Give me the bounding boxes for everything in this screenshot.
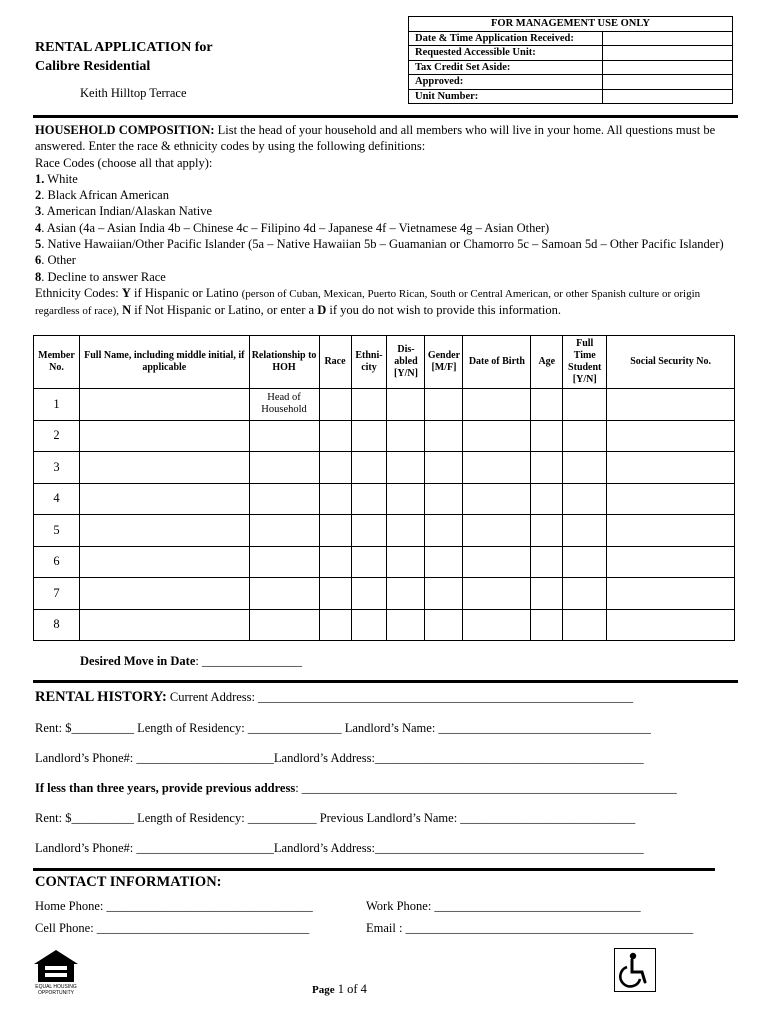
ethnicity-d: D <box>317 303 327 318</box>
page-title <box>35 38 213 76</box>
mgmt-label: Requested Accessible Unit: <box>409 46 603 61</box>
gender-cell[interactable] <box>425 389 463 421</box>
ethnicity-note: (person of Cuban, Mexican, Puerto Rican, South or Central American, or other Spanish culture or origin regardless of race), <box>35 287 701 318</box>
name-cell[interactable] <box>79 609 249 641</box>
gender-cell[interactable] <box>425 452 463 484</box>
dob-cell[interactable] <box>463 483 531 515</box>
student-cell[interactable] <box>563 420 607 452</box>
ethnicity-y: Y <box>121 285 131 300</box>
ethnicity-codes <box>35 285 735 320</box>
dob-cell[interactable] <box>463 578 531 610</box>
member-number: 4 <box>34 483 80 515</box>
landlord-line-1[interactable]: Landlord’s Phone#: ______________________Landlord’s Address:___________________________________________ <box>35 751 644 765</box>
move-in-label: Desired Move in Date <box>80 654 196 668</box>
ethnicity-cell[interactable] <box>351 546 387 578</box>
race-num: 8 <box>35 269 42 284</box>
name-cell[interactable] <box>79 515 249 547</box>
ssn-cell[interactable] <box>607 483 735 515</box>
previous-address-label: If less than three years, provide previous address <box>35 781 296 795</box>
relationship-cell[interactable] <box>249 609 319 641</box>
student-cell[interactable] <box>563 483 607 515</box>
race-num: 5 <box>35 237 42 252</box>
ssn-cell[interactable] <box>607 515 735 547</box>
table-row <box>34 609 735 641</box>
composition-intro-text: List the head of your household and all members who will live in your home. All questions must be answered. Enter the race & ethnicity codes by using the following definitions: <box>35 123 716 154</box>
name-cell[interactable] <box>79 420 249 452</box>
race-item <box>35 203 735 219</box>
rent-line-1[interactable]: Rent: $__________ Length of Residency: _______________ Landlord’s Name: __________________________________ <box>35 721 651 735</box>
race-text: . American Indian/Alaskan Native <box>41 204 213 219</box>
race-cell[interactable] <box>319 483 351 515</box>
mgmt-label: Tax Credit Set Aside: <box>409 60 603 75</box>
move-in-date[interactable] <box>80 654 302 669</box>
name-cell[interactable] <box>79 483 249 515</box>
gender-cell[interactable] <box>425 420 463 452</box>
col-member: Member No. <box>34 336 80 389</box>
gender-cell[interactable] <box>425 578 463 610</box>
gender-cell[interactable] <box>425 515 463 547</box>
dob-cell[interactable] <box>463 389 531 421</box>
mgmt-value[interactable] <box>603 46 733 61</box>
col-race: Race <box>319 336 351 389</box>
disabled-cell[interactable] <box>387 578 425 610</box>
disabled-cell[interactable] <box>387 515 425 547</box>
move-in-field[interactable]: : ________________ <box>195 654 302 668</box>
relationship-cell[interactable] <box>249 578 319 610</box>
col-ethnicity: Ethni-city <box>351 336 387 389</box>
student-cell[interactable] <box>563 389 607 421</box>
relationship-cell[interactable] <box>249 452 319 484</box>
name-cell[interactable] <box>79 578 249 610</box>
relationship-cell[interactable] <box>249 546 319 578</box>
relationship-cell[interactable] <box>249 420 319 452</box>
name-cell[interactable] <box>79 452 249 484</box>
rental-history <box>35 689 633 706</box>
page-count: 1 of 4 <box>334 982 367 996</box>
mgmt-value[interactable] <box>603 60 733 75</box>
composition-heading: HOUSEHOLD COMPOSITION: <box>35 123 215 137</box>
race-item <box>35 269 735 285</box>
race-text: . Other <box>41 253 76 268</box>
disabled-cell[interactable] <box>387 483 425 515</box>
ethnicity-mid2: if Not Hispanic or Latino, or enter a <box>131 303 318 318</box>
ethnicity-cell[interactable] <box>351 389 387 421</box>
student-cell[interactable] <box>563 515 607 547</box>
student-cell[interactable] <box>563 578 607 610</box>
col-name: Full Name, including middle initial, if applicable <box>79 336 249 389</box>
table-row <box>34 515 735 547</box>
home-phone-field[interactable]: Home Phone: _________________________________ <box>35 899 313 913</box>
age-cell[interactable] <box>531 483 563 515</box>
mgmt-label: Date & Time Application Received: <box>409 31 603 46</box>
race-cell[interactable] <box>319 452 351 484</box>
race-item <box>35 236 735 252</box>
race-num: 3 <box>35 204 42 219</box>
table-row <box>34 420 735 452</box>
member-number: 2 <box>34 420 80 452</box>
ethnicity-cell[interactable] <box>351 609 387 641</box>
relationship-cell: Head of Household <box>249 389 319 421</box>
race-text: . Asian (4a – Asian India 4b – Chinese 4c – Filipino 4d – Japanese 4f – Vietnamese 4g – Asian Other) <box>41 220 550 235</box>
race-num: 2 <box>35 188 42 203</box>
age-cell[interactable] <box>531 578 563 610</box>
landlord-line-2[interactable]: Landlord’s Phone#: ______________________Landlord’s Address:___________________________________________ <box>35 841 644 855</box>
disabled-cell[interactable] <box>387 609 425 641</box>
ssn-cell[interactable] <box>607 546 735 578</box>
ethnicity-cell[interactable] <box>351 578 387 610</box>
race-text: . Native Hawaiian/Other Pacific Islander (5a – Native Hawaiian 5b – Guamanian or Chamorro 5c – Samoan 5d – Other Pacific Islander) <box>41 237 724 252</box>
divider <box>33 115 738 118</box>
race-num: 6 <box>35 253 42 268</box>
previous-address-field[interactable]: : ____________________________________________________________ <box>295 781 677 795</box>
composition-intro <box>35 122 735 155</box>
rent-line-2[interactable]: Rent: $__________ Length of Residency: ___________ Previous Landlord’s Name: ____________________________ <box>35 811 636 825</box>
race-cell[interactable] <box>319 420 351 452</box>
mgmt-label: Unit Number: <box>409 89 603 104</box>
ethnicity-n: N <box>118 303 132 318</box>
ethnicity-mid: if Hispanic or Latino <box>130 285 242 300</box>
divider <box>33 680 738 683</box>
dob-cell[interactable] <box>463 420 531 452</box>
member-number: 6 <box>34 546 80 578</box>
race-cell[interactable] <box>319 578 351 610</box>
ssn-cell[interactable] <box>607 389 735 421</box>
age-cell[interactable] <box>531 452 563 484</box>
race-cell[interactable] <box>319 609 351 641</box>
ssn-cell[interactable] <box>607 452 735 484</box>
member-number: 3 <box>34 452 80 484</box>
table-row <box>34 452 735 484</box>
cell-phone-field[interactable]: Cell Phone: __________________________________ <box>35 921 310 935</box>
property-name: Keith Hilltop Terrace <box>80 86 187 100</box>
ethnicity-prefix: Ethnicity Codes: <box>35 285 122 300</box>
management-heading: FOR MANAGEMENT USE ONLY <box>409 17 733 32</box>
age-cell[interactable] <box>531 515 563 547</box>
race-cell[interactable] <box>319 515 351 547</box>
ssn-cell[interactable] <box>607 420 735 452</box>
race-item <box>35 187 735 203</box>
age-cell[interactable] <box>531 420 563 452</box>
name-cell[interactable] <box>79 389 249 421</box>
member-number: 7 <box>34 578 80 610</box>
table-row <box>34 546 735 578</box>
dob-cell[interactable] <box>463 609 531 641</box>
contact-heading: CONTACT INFORMATION: <box>35 874 222 890</box>
race-num: 4 <box>35 220 42 235</box>
eho-text: EQUAL HOUSING OPPORTUNITY <box>35 984 77 996</box>
work-phone-field[interactable]: Work Phone: _________________________________ <box>366 899 641 913</box>
table-header-row <box>34 336 735 389</box>
student-cell[interactable] <box>563 546 607 578</box>
relationship-cell[interactable] <box>249 515 319 547</box>
wheelchair-icon <box>614 948 656 992</box>
age-cell[interactable] <box>531 609 563 641</box>
ssn-cell[interactable] <box>607 578 735 610</box>
race-text: White <box>44 171 78 186</box>
disabled-cell[interactable] <box>387 420 425 452</box>
student-cell[interactable] <box>563 609 607 641</box>
student-cell[interactable] <box>563 452 607 484</box>
ethnicity-cell[interactable] <box>351 452 387 484</box>
race-item <box>35 252 735 268</box>
age-cell[interactable] <box>531 546 563 578</box>
page-number <box>312 982 367 997</box>
race-item <box>35 171 735 187</box>
ethnicity-cell[interactable] <box>351 515 387 547</box>
gender-cell[interactable] <box>425 546 463 578</box>
dob-cell[interactable] <box>463 452 531 484</box>
rental-history-heading: RENTAL HISTORY: <box>35 689 167 705</box>
name-cell[interactable] <box>79 546 249 578</box>
age-cell[interactable] <box>531 389 563 421</box>
gender-cell[interactable] <box>425 483 463 515</box>
title-line-2: Calibre Residential <box>35 59 151 74</box>
col-student: Full Time Student [Y/N] <box>563 336 607 389</box>
col-ssn: Social Security No. <box>607 336 735 389</box>
dob-cell[interactable] <box>463 546 531 578</box>
col-relationship: Relationship to HOH <box>249 336 319 389</box>
ssn-cell[interactable] <box>607 609 735 641</box>
relationship-cell[interactable] <box>249 483 319 515</box>
member-number: 1 <box>34 389 80 421</box>
management-box <box>408 16 733 104</box>
title-line-1: RENTAL APPLICATION for <box>35 40 213 55</box>
disabled-cell[interactable] <box>387 546 425 578</box>
mgmt-value[interactable] <box>603 75 733 90</box>
race-cell[interactable] <box>319 546 351 578</box>
mgmt-label: Approved: <box>409 75 603 90</box>
equal-housing-icon <box>32 948 80 998</box>
email-field[interactable]: Email : ______________________________________________ <box>366 921 694 935</box>
dob-cell[interactable] <box>463 515 531 547</box>
table-row <box>34 483 735 515</box>
table-row <box>34 578 735 610</box>
race-cell[interactable] <box>319 389 351 421</box>
race-heading: Race Codes (choose all that apply): <box>35 155 213 170</box>
previous-address-line[interactable] <box>35 781 677 796</box>
table-row <box>34 389 735 421</box>
ethnicity-cell[interactable] <box>351 420 387 452</box>
col-gender: Gender [M/F] <box>425 336 463 389</box>
race-item <box>35 220 735 236</box>
race-text: . Decline to answer Race <box>41 269 166 284</box>
race-num: 1. <box>35 171 45 186</box>
race-text: . Black African American <box>41 188 169 203</box>
household-composition <box>35 122 735 320</box>
mgmt-value[interactable] <box>603 31 733 46</box>
col-dob: Date of Birth <box>463 336 531 389</box>
disabled-cell[interactable] <box>387 389 425 421</box>
gender-cell[interactable] <box>425 609 463 641</box>
col-age: Age <box>531 336 563 389</box>
current-address-field[interactable]: Current Address: ____________________________________________________________ <box>166 690 634 704</box>
page-label: Page <box>312 984 335 996</box>
ethnicity-end: if you do not wish to provide this information. <box>326 303 561 318</box>
ethnicity-cell[interactable] <box>351 483 387 515</box>
divider <box>33 868 715 871</box>
household-table <box>33 335 735 641</box>
member-number: 8 <box>34 609 80 641</box>
col-disabled: Dis-abled [Y/N] <box>387 336 425 389</box>
member-number: 5 <box>34 515 80 547</box>
disabled-cell[interactable] <box>387 452 425 484</box>
mgmt-value[interactable] <box>603 89 733 104</box>
